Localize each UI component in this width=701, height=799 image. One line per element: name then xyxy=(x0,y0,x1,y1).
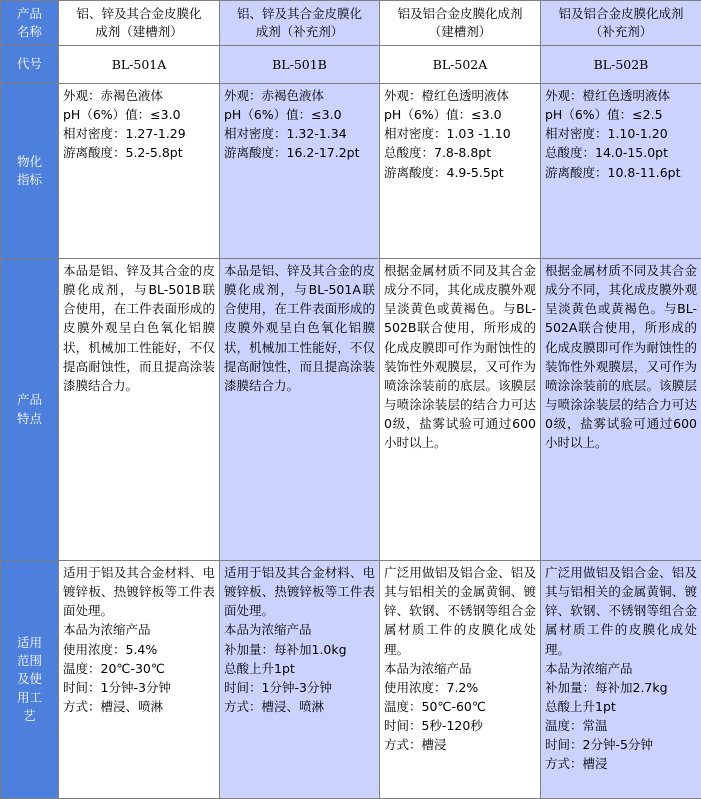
code-row xyxy=(1,46,701,84)
properties-cell xyxy=(59,84,220,259)
properties-cell xyxy=(220,84,380,259)
usage-line: 时间：1分钟-3分钟 xyxy=(224,678,375,697)
property-line: pH（6%）值：≤3.0 xyxy=(384,105,536,124)
property-line: 外观：赤褐色液体 xyxy=(224,86,375,105)
usage-line: 广泛用做铝及铝合金、铝及其与铝相关的金属黄铜、镀锌、软钢、不锈钢等组合金属材质工件的皮膜化成处理。 xyxy=(384,563,536,659)
usage-line: 时间：2分钟-5分钟 xyxy=(545,735,697,754)
usage-line: 方式：槽浸 xyxy=(545,754,697,773)
property-line: pH（6%）值：≤2.5 xyxy=(545,105,697,124)
row-label-usage: 适用 范围 及使 用工 艺 xyxy=(1,561,59,799)
property-line: 相对密度：1.03 -1.10 xyxy=(384,124,536,143)
property-line: 游离酸度：10.8-11.6pt xyxy=(545,163,697,182)
property-line: 相对密度：1.27-1.29 xyxy=(63,124,215,143)
property-line: 总酸度：7.8-8.8pt xyxy=(384,143,536,162)
usage-cell xyxy=(59,561,220,799)
usage-line: 总酸上升1pt xyxy=(545,697,697,716)
usage-cell xyxy=(380,561,541,799)
property-line: 游离酸度：4.9-5.5pt xyxy=(384,163,536,182)
product-code-cell: BL-502A xyxy=(380,46,541,84)
row-label-product-name: 产品 名称 xyxy=(1,1,59,46)
property-line: pH（6%）值：≤3.0 xyxy=(224,105,375,124)
features-row xyxy=(1,259,701,561)
usage-line: 时间：1分钟-3分钟 xyxy=(63,678,215,697)
features-cell: 本品是铝、锌及其合金的皮膜化成剂，与BL-501B联合使用，在工件表面形成的皮膜外观呈白色氧化铝膜状，机械加工性能好，不仅提高耐蚀性，而且提高涂装漆膜结合力。 xyxy=(59,259,220,561)
product-name-row xyxy=(1,1,701,46)
row-label-features: 产品 特点 xyxy=(1,259,59,561)
usage-line: 补加量：每补加1.0kg xyxy=(224,640,375,659)
product-name-cell: 铝及铝合金皮膜化成剂 （补充剂） xyxy=(541,1,701,46)
product-code-cell: BL-502B xyxy=(541,46,701,84)
product-name-cell: 铝、锌及其合金皮膜化 成剂（建槽剂） xyxy=(59,1,220,46)
usage-line: 适用于铝及其合金材料、电镀锌板、热镀锌板等工件表面处理。 xyxy=(224,563,375,620)
usage-cell xyxy=(541,561,701,799)
row-label-code: 代号 xyxy=(1,46,59,84)
usage-line: 本品为浓缩产品 xyxy=(224,620,375,639)
usage-line: 方式：槽浸 xyxy=(384,735,536,754)
usage-line: 方式：槽浸、喷淋 xyxy=(63,697,215,716)
usage-line: 补加量：每补加2.7kg xyxy=(545,678,697,697)
properties-cell xyxy=(380,84,541,259)
usage-line: 本品为浓缩产品 xyxy=(63,620,215,639)
usage-cell xyxy=(220,561,380,799)
property-line: pH（6%）值：≤3.0 xyxy=(63,105,215,124)
product-name-cell: 铝、锌及其合金皮膜化 成剂（补充剂） xyxy=(220,1,380,46)
usage-line: 使用浓度：5.4% xyxy=(63,640,215,659)
property-line: 外观：橙红色透明液体 xyxy=(545,86,697,105)
usage-line: 温度：20℃-30℃ xyxy=(63,659,215,678)
usage-line: 总酸上升1pt xyxy=(224,659,375,678)
property-line: 相对密度：1.10-1.20 xyxy=(545,124,697,143)
property-line: 游离酸度：5.2-5.8pt xyxy=(63,143,215,162)
usage-line: 广泛用做铝及铝合金、铝及其与铝相关的金属黄铜、镀锌、软钢、不锈钢等组合金属材质工件的皮膜化成处理。 xyxy=(545,563,697,659)
usage-line: 本品为浓缩产品 xyxy=(545,659,697,678)
property-line: 游离酸度：16.2-17.2pt xyxy=(224,143,375,162)
usage-line: 方式：槽浸、喷淋 xyxy=(224,697,375,716)
product-name-cell: 铝及铝合金皮膜化成剂 （建槽剂） xyxy=(380,1,541,46)
usage-line: 温度：50℃-60℃ xyxy=(384,697,536,716)
features-cell: 根据金属材质不同及其合金成分不同，其化成皮膜外观呈淡黄色或黄褐色。与BL-502A联合使用，所形成的化成皮膜即可作为耐蚀性的装饰性外观膜层，又可作为喷涂涂装前的底层。该膜层与喷涂涂装层的结合力可达0级，盐雾试验可通过600小时以上。 xyxy=(541,259,701,561)
product-code-cell: BL-501B xyxy=(220,46,380,84)
property-line: 外观：赤褐色液体 xyxy=(63,86,215,105)
property-line: 相对密度：1.32-1.34 xyxy=(224,124,375,143)
usage-row xyxy=(1,561,701,799)
properties-cell xyxy=(541,84,701,259)
features-cell: 根据金属材质不同及其合金成分不同，其化成皮膜外观呈淡黄色或黄褐色。与BL-502B联合使用，所形成的化成皮膜即可作为耐蚀性的装饰性外观膜层，又可作为喷涂涂装前的底层。该膜层与喷涂涂装层的结合力可达0级，盐雾试验可通过600小时以上。 xyxy=(380,259,541,561)
property-line: 外观：橙红色透明液体 xyxy=(384,86,536,105)
usage-line: 时间：5秒-120秒 xyxy=(384,716,536,735)
properties-row xyxy=(1,84,701,259)
features-cell: 本品是铝、锌及其合金的皮膜化成剂，与BL-501A联合使用，在工件表面形成的皮膜外观呈白色氧化铝膜状，机械加工性能好，不仅提高耐蚀性，而且提高涂装漆膜结合力。 xyxy=(220,259,380,561)
usage-line: 本品为浓缩产品 xyxy=(384,659,536,678)
usage-line: 适用于铝及其合金材料、电镀锌板、热镀锌板等工件表面处理。 xyxy=(63,563,215,620)
row-label-properties: 物化 指标 xyxy=(1,84,59,259)
usage-line: 使用浓度：7.2% xyxy=(384,678,536,697)
product-code-cell: BL-501A xyxy=(59,46,220,84)
usage-line: 温度：常温 xyxy=(545,716,697,735)
property-line: 总酸度：14.0-15.0pt xyxy=(545,143,697,162)
